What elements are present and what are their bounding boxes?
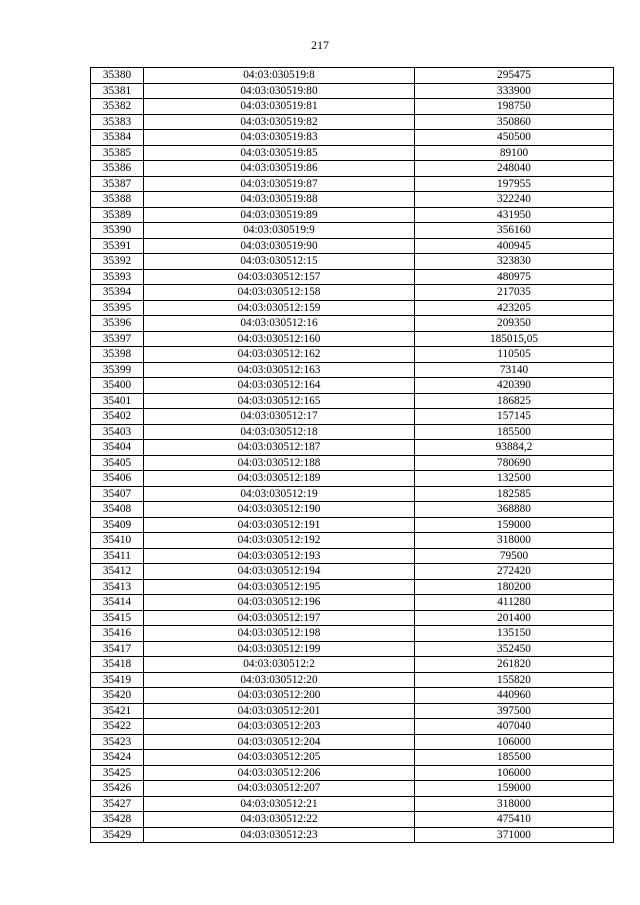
row-number-cell: 35403 — [91, 424, 144, 440]
table-row — [91, 750, 614, 766]
cadastral-number-cell: 04:03:030519:90 — [144, 238, 415, 254]
table-row — [91, 161, 614, 177]
table-row — [91, 440, 614, 456]
cadastral-number-cell: 04:03:030512:196 — [144, 595, 415, 611]
cadastral-number-cell: 04:03:030512:204 — [144, 734, 415, 750]
value-cell: 186825 — [415, 393, 614, 409]
row-number-cell: 35394 — [91, 285, 144, 301]
row-number-cell: 35414 — [91, 595, 144, 611]
table-row — [91, 424, 614, 440]
row-number-cell: 35406 — [91, 471, 144, 487]
table-row — [91, 269, 614, 285]
table-row — [91, 409, 614, 425]
cadastral-number-cell: 04:03:030512:16 — [144, 316, 415, 332]
page-number: 217 — [311, 38, 329, 52]
cadastral-number-cell: 04:03:030512:162 — [144, 347, 415, 363]
table-row — [91, 378, 614, 394]
table-row — [91, 517, 614, 533]
value-cell: 106000 — [415, 765, 614, 781]
row-number-cell: 35395 — [91, 300, 144, 316]
cadastral-number-cell: 04:03:030512:206 — [144, 765, 415, 781]
table-row — [91, 114, 614, 130]
value-cell: 352450 — [415, 641, 614, 657]
value-cell: 411280 — [415, 595, 614, 611]
table-row — [91, 223, 614, 239]
value-cell: 450500 — [415, 130, 614, 146]
value-cell: 73140 — [415, 362, 614, 378]
row-number-cell: 35429 — [91, 827, 144, 843]
value-cell: 322240 — [415, 192, 614, 208]
cadastral-number-cell: 04:03:030512:199 — [144, 641, 415, 657]
row-number-cell: 35383 — [91, 114, 144, 130]
row-number-cell: 35404 — [91, 440, 144, 456]
row-number-cell: 35413 — [91, 579, 144, 595]
table-row — [91, 486, 614, 502]
cadastral-number-cell: 04:03:030512:159 — [144, 300, 415, 316]
row-number-cell: 35386 — [91, 161, 144, 177]
value-cell: 217035 — [415, 285, 614, 301]
value-cell: 423205 — [415, 300, 614, 316]
value-cell: 480975 — [415, 269, 614, 285]
row-number-cell: 35422 — [91, 719, 144, 735]
table-row — [91, 130, 614, 146]
row-number-cell: 35399 — [91, 362, 144, 378]
cadastral-number-cell: 04:03:030519:88 — [144, 192, 415, 208]
cadastral-number-cell: 04:03:030512:2 — [144, 657, 415, 673]
value-cell: 400945 — [415, 238, 614, 254]
value-cell: 318000 — [415, 796, 614, 812]
value-cell: 371000 — [415, 827, 614, 843]
table-row — [91, 688, 614, 704]
table-row — [91, 533, 614, 549]
cadastral-number-cell: 04:03:030512:158 — [144, 285, 415, 301]
row-number-cell: 35398 — [91, 347, 144, 363]
table-row — [91, 641, 614, 657]
row-number-cell: 35411 — [91, 548, 144, 564]
table-row — [91, 564, 614, 580]
table-row — [91, 145, 614, 161]
table-row — [91, 812, 614, 828]
value-cell: 201400 — [415, 610, 614, 626]
value-cell: 93884,2 — [415, 440, 614, 456]
cadastral-number-cell: 04:03:030512:164 — [144, 378, 415, 394]
table-row — [91, 83, 614, 99]
value-cell: 198750 — [415, 99, 614, 115]
value-cell: 323830 — [415, 254, 614, 270]
cadastral-number-cell: 04:03:030512:163 — [144, 362, 415, 378]
value-cell: 155820 — [415, 672, 614, 688]
table-row — [91, 471, 614, 487]
row-number-cell: 35390 — [91, 223, 144, 239]
table-row — [91, 610, 614, 626]
cadastral-number-cell: 04:03:030512:20 — [144, 672, 415, 688]
table-row — [91, 827, 614, 843]
table-row — [91, 579, 614, 595]
value-cell: 295475 — [415, 68, 614, 84]
value-cell: 420390 — [415, 378, 614, 394]
cadastral-number-cell: 04:03:030519:85 — [144, 145, 415, 161]
table-row — [91, 347, 614, 363]
table-row — [91, 595, 614, 611]
value-cell: 407040 — [415, 719, 614, 735]
table-body — [91, 68, 614, 843]
value-cell: 397500 — [415, 703, 614, 719]
table-row — [91, 207, 614, 223]
value-cell: 185500 — [415, 750, 614, 766]
cadastral-number-cell: 04:03:030512:187 — [144, 440, 415, 456]
row-number-cell: 35393 — [91, 269, 144, 285]
cadastral-number-cell: 04:03:030519:86 — [144, 161, 415, 177]
cadastral-number-cell: 04:03:030512:165 — [144, 393, 415, 409]
value-cell: 89100 — [415, 145, 614, 161]
table-row — [91, 455, 614, 471]
table-row — [91, 362, 614, 378]
row-number-cell: 35425 — [91, 765, 144, 781]
table-row — [91, 99, 614, 115]
row-number-cell: 35410 — [91, 533, 144, 549]
table-row — [91, 285, 614, 301]
value-cell: 79500 — [415, 548, 614, 564]
cadastral-number-cell: 04:03:030512:200 — [144, 688, 415, 704]
value-cell: 318000 — [415, 533, 614, 549]
row-number-cell: 35387 — [91, 176, 144, 192]
table-row — [91, 781, 614, 797]
row-number-cell: 35401 — [91, 393, 144, 409]
row-number-cell: 35421 — [91, 703, 144, 719]
value-cell: 185015,05 — [415, 331, 614, 347]
table-row — [91, 192, 614, 208]
table-row — [91, 626, 614, 642]
cadastral-number-cell: 04:03:030512:157 — [144, 269, 415, 285]
row-number-cell: 35382 — [91, 99, 144, 115]
row-number-cell: 35396 — [91, 316, 144, 332]
value-cell: 248040 — [415, 161, 614, 177]
cadastral-number-cell: 04:03:030512:22 — [144, 812, 415, 828]
value-cell: 780690 — [415, 455, 614, 471]
cadastral-number-cell: 04:03:030512:193 — [144, 548, 415, 564]
cadastral-number-cell: 04:03:030512:192 — [144, 533, 415, 549]
value-cell: 272420 — [415, 564, 614, 580]
value-cell: 368880 — [415, 502, 614, 518]
row-number-cell: 35380 — [91, 68, 144, 84]
row-number-cell: 35426 — [91, 781, 144, 797]
table-row — [91, 719, 614, 735]
cadastral-number-cell: 04:03:030519:83 — [144, 130, 415, 146]
table-row — [91, 331, 614, 347]
row-number-cell: 35412 — [91, 564, 144, 580]
table-row — [91, 548, 614, 564]
row-number-cell: 35400 — [91, 378, 144, 394]
row-number-cell: 35381 — [91, 83, 144, 99]
row-number-cell: 35397 — [91, 331, 144, 347]
row-number-cell: 35418 — [91, 657, 144, 673]
value-cell: 440960 — [415, 688, 614, 704]
table-row — [91, 703, 614, 719]
value-cell: 182585 — [415, 486, 614, 502]
row-number-cell: 35408 — [91, 502, 144, 518]
cadastral-number-cell: 04:03:030512:195 — [144, 579, 415, 595]
row-number-cell: 35388 — [91, 192, 144, 208]
value-cell: 132500 — [415, 471, 614, 487]
value-cell: 209350 — [415, 316, 614, 332]
cadastral-number-cell: 04:03:030512:197 — [144, 610, 415, 626]
cadastral-number-cell: 04:03:030512:190 — [144, 502, 415, 518]
value-cell: 135150 — [415, 626, 614, 642]
table-row — [91, 393, 614, 409]
row-number-cell: 35405 — [91, 455, 144, 471]
cadastral-number-cell: 04:03:030512:189 — [144, 471, 415, 487]
value-cell: 197955 — [415, 176, 614, 192]
cadastral-number-cell: 04:03:030512:201 — [144, 703, 415, 719]
cadastral-number-cell: 04:03:030512:188 — [144, 455, 415, 471]
value-cell: 157145 — [415, 409, 614, 425]
row-number-cell: 35428 — [91, 812, 144, 828]
cadastral-value-table — [90, 67, 614, 843]
cadastral-number-cell: 04:03:030519:9 — [144, 223, 415, 239]
row-number-cell: 35384 — [91, 130, 144, 146]
value-cell: 431950 — [415, 207, 614, 223]
table-row — [91, 672, 614, 688]
cadastral-number-cell: 04:03:030512:198 — [144, 626, 415, 642]
table-row — [91, 300, 614, 316]
value-cell: 110505 — [415, 347, 614, 363]
cadastral-number-cell: 04:03:030512:205 — [144, 750, 415, 766]
row-number-cell: 35417 — [91, 641, 144, 657]
cadastral-number-cell: 04:03:030512:15 — [144, 254, 415, 270]
table-row — [91, 796, 614, 812]
value-cell: 350860 — [415, 114, 614, 130]
row-number-cell: 35392 — [91, 254, 144, 270]
table-row — [91, 68, 614, 84]
cadastral-number-cell: 04:03:030512:21 — [144, 796, 415, 812]
cadastral-number-cell: 04:03:030512:23 — [144, 827, 415, 843]
cadastral-number-cell: 04:03:030512:17 — [144, 409, 415, 425]
cadastral-number-cell: 04:03:030512:194 — [144, 564, 415, 580]
cadastral-number-cell: 04:03:030519:81 — [144, 99, 415, 115]
row-number-cell: 35420 — [91, 688, 144, 704]
row-number-cell: 35424 — [91, 750, 144, 766]
row-number-cell: 35409 — [91, 517, 144, 533]
row-number-cell: 35389 — [91, 207, 144, 223]
value-cell: 159000 — [415, 517, 614, 533]
table-row — [91, 734, 614, 750]
row-number-cell: 35416 — [91, 626, 144, 642]
value-cell: 261820 — [415, 657, 614, 673]
cadastral-number-cell: 04:03:030519:8 — [144, 68, 415, 84]
value-cell: 333900 — [415, 83, 614, 99]
row-number-cell: 35427 — [91, 796, 144, 812]
row-number-cell: 35385 — [91, 145, 144, 161]
row-number-cell: 35423 — [91, 734, 144, 750]
table-row — [91, 765, 614, 781]
value-cell: 159000 — [415, 781, 614, 797]
cadastral-number-cell: 04:03:030512:160 — [144, 331, 415, 347]
value-cell: 185500 — [415, 424, 614, 440]
cadastral-number-cell: 04:03:030512:191 — [144, 517, 415, 533]
row-number-cell: 35402 — [91, 409, 144, 425]
value-cell: 106000 — [415, 734, 614, 750]
value-cell: 180200 — [415, 579, 614, 595]
row-number-cell: 35391 — [91, 238, 144, 254]
cadastral-number-cell: 04:03:030519:87 — [144, 176, 415, 192]
cadastral-number-cell: 04:03:030519:89 — [144, 207, 415, 223]
table-row — [91, 502, 614, 518]
row-number-cell: 35419 — [91, 672, 144, 688]
cadastral-number-cell: 04:03:030512:203 — [144, 719, 415, 735]
value-cell: 356160 — [415, 223, 614, 239]
cadastral-number-cell: 04:03:030519:82 — [144, 114, 415, 130]
table-row — [91, 254, 614, 270]
table-row — [91, 316, 614, 332]
cadastral-number-cell: 04:03:030512:19 — [144, 486, 415, 502]
table-row — [91, 176, 614, 192]
table-row — [91, 657, 614, 673]
value-cell: 475410 — [415, 812, 614, 828]
cadastral-number-cell: 04:03:030512:18 — [144, 424, 415, 440]
row-number-cell: 35407 — [91, 486, 144, 502]
row-number-cell: 35415 — [91, 610, 144, 626]
cadastral-number-cell: 04:03:030512:207 — [144, 781, 415, 797]
table-row — [91, 238, 614, 254]
cadastral-number-cell: 04:03:030519:80 — [144, 83, 415, 99]
